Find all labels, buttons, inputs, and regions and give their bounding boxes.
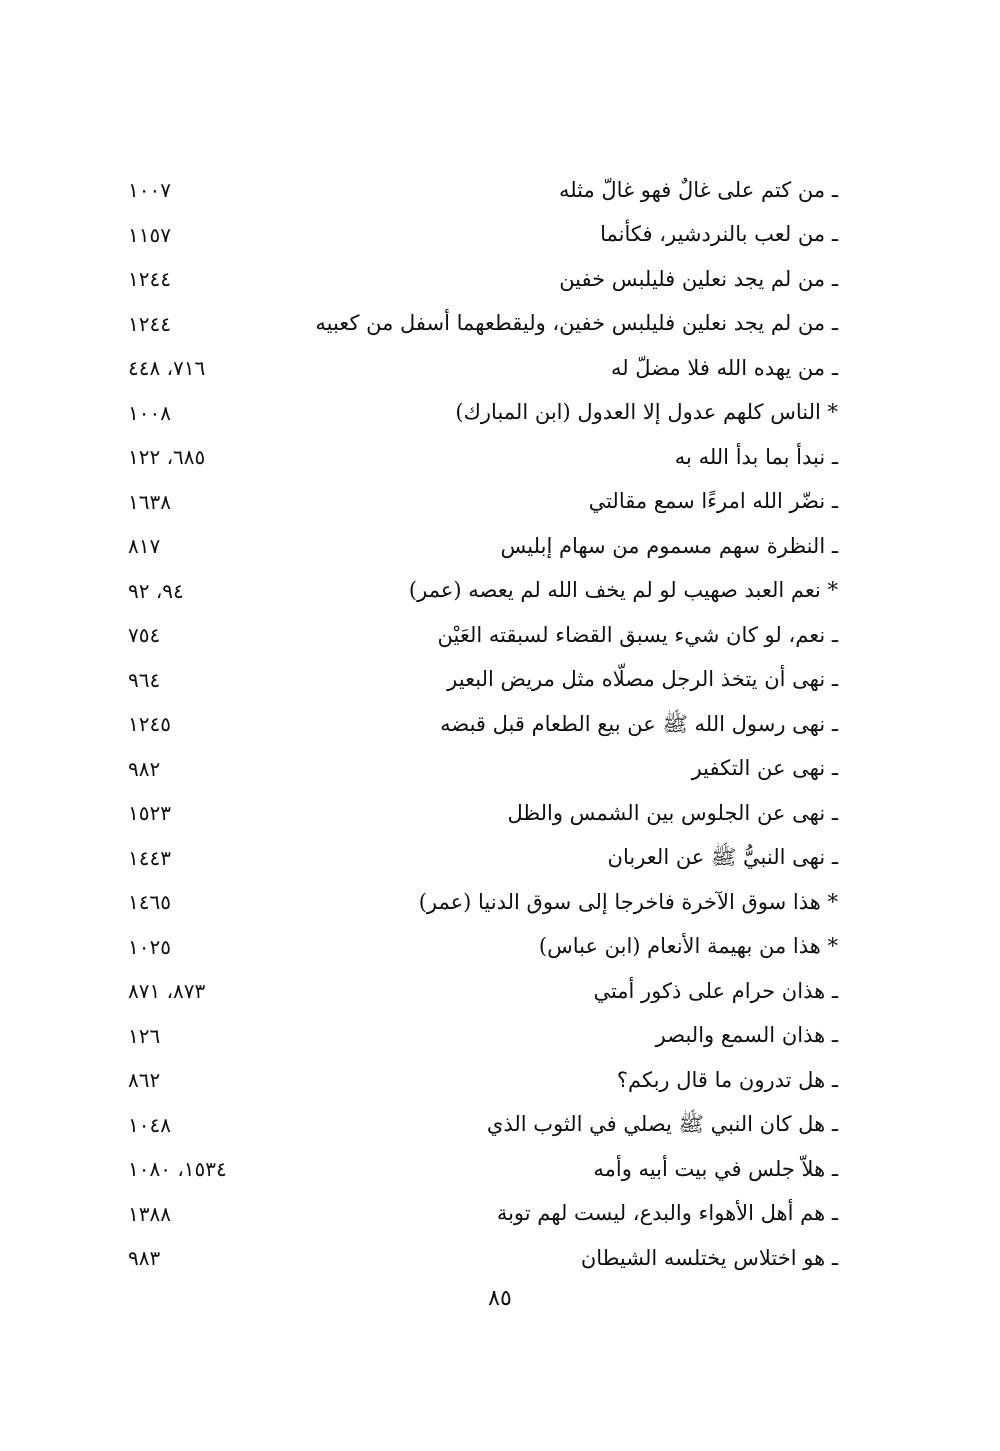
index-row xyxy=(110,880,838,925)
entry-page-ref: ١٠٠٨ xyxy=(128,400,171,425)
entry-page-ref: ١٢٤٤ xyxy=(128,267,171,292)
entry-text: ـ من لم يجد نعلين فليلبس خفين، وليقطعهما أسفل من كعبيه xyxy=(315,311,838,336)
entry-page-ref: ٦٨٥، ١٢٢ xyxy=(128,445,206,470)
entry-page-ref: ١٦٣٨ xyxy=(128,489,171,514)
entry-page-ref: ١٣٨٨ xyxy=(128,1201,171,1226)
index-row xyxy=(110,346,838,391)
index-row xyxy=(110,969,838,1014)
entry-text: * نعم العبد صهيب لو لم يخف الله لم يعصه (عمر) xyxy=(408,578,838,603)
entry-page-ref: ٨١٧ xyxy=(128,534,161,559)
entry-text: ـ من يهده الله فلا مضلّ له xyxy=(610,355,838,380)
entry-text: ـ نبدأ بما بدأ الله به xyxy=(674,444,838,469)
entry-text: * هذا من بهيمة الأنعام (ابن عباس) xyxy=(538,934,838,959)
index-row xyxy=(110,1147,838,1192)
entry-text: ـ هذان السمع والبصر xyxy=(655,1023,838,1048)
entry-page-ref: ٩٤، ٩٢ xyxy=(128,578,184,603)
index-row xyxy=(110,702,838,747)
entry-page-ref: ١١٥٧ xyxy=(128,222,171,247)
entry-page-ref: ٨٧٣، ٨٧١ xyxy=(128,979,206,1004)
index-row xyxy=(110,1103,838,1148)
entry-page-ref: ٨٦٢ xyxy=(128,1068,161,1093)
entry-page-ref: ٩٨٣ xyxy=(128,1246,161,1271)
entry-text: ـ النظرة سهم مسموم من سهام إبليس xyxy=(500,533,838,558)
entry-page-ref: ١٠٤٨ xyxy=(128,1112,171,1137)
index-row xyxy=(110,302,838,347)
entry-text: * الناس كلهم عدول إلا العدول (ابن المبارك) xyxy=(455,400,838,425)
entry-text: ـ نضّر الله امرءًا سمع مقالتي xyxy=(588,489,838,514)
entry-text: * هذا سوق الآخرة فاخرجا إلى سوق الدنيا (عمر) xyxy=(418,889,838,914)
index-row xyxy=(110,1058,838,1103)
index-row xyxy=(110,747,838,792)
entry-text: ـ نهى أن يتخذ الرجل مصلّاه مثل مريض البعير xyxy=(447,667,838,692)
index-row xyxy=(110,925,838,970)
entry-page-ref: ١٠٢٥ xyxy=(128,934,171,959)
entry-text: ـ نعم، لو كان شيء يسبق القضاء لسبقته العَيْن xyxy=(437,622,838,647)
index-row xyxy=(110,1014,838,1059)
entry-page-ref: ٧١٦، ٤٤٨ xyxy=(128,356,206,381)
entry-text: ـ نهى عن التكفير xyxy=(691,756,838,781)
entry-page-ref: ١٤٤٣ xyxy=(128,845,171,870)
entry-page-ref: ١٥٣٤، ١٠٨٠ xyxy=(128,1157,227,1182)
entry-text: ـ هذان حرام على ذكور أمتي xyxy=(593,978,838,1003)
entry-page-ref: ١٠٠٧ xyxy=(128,178,171,203)
index-row xyxy=(110,1236,838,1281)
index-row xyxy=(110,1192,838,1237)
entry-text: ـ نهى النبيُّ ﷺ عن العربان xyxy=(607,845,838,870)
entry-text: ـ من لعب بالنردشير، فكأنما xyxy=(600,222,838,247)
entry-page-ref: ٧٥٤ xyxy=(128,623,161,648)
index-row xyxy=(110,613,838,658)
index-row xyxy=(110,391,838,436)
entry-page-ref: ١٥٢٣ xyxy=(128,801,171,826)
entry-text: ـ هلاّ جلس في بيت أبيه وأمه xyxy=(593,1156,838,1181)
entry-text: ـ هو اختلاس يختلسه الشيطان xyxy=(580,1245,838,1270)
page-number: ٨٥ xyxy=(488,1286,512,1311)
index-row xyxy=(110,257,838,302)
entry-page-ref: ١٢٦ xyxy=(128,1023,161,1048)
index-row xyxy=(110,836,838,881)
entry-text: ـ نهى عن الجلوس بين الشمس والظل xyxy=(507,800,838,825)
index-row xyxy=(110,569,838,614)
entry-page-ref: ٩٦٤ xyxy=(128,667,161,692)
entry-text: ـ هل تدرون ما قال ربكم؟ xyxy=(616,1067,838,1092)
entry-text: ـ هم أهل الأهواء والبدع، ليست لهم توبة xyxy=(496,1201,838,1226)
entry-page-ref: ١٢٤٥ xyxy=(128,712,171,737)
entry-text: ـ من لم يجد نعلين فليلبس خفين xyxy=(559,266,838,291)
entry-page-ref: ١٢٤٤ xyxy=(128,311,171,336)
index-row xyxy=(110,524,838,569)
index-row xyxy=(110,658,838,703)
index-row xyxy=(110,791,838,836)
hadith-index-list xyxy=(110,168,838,1281)
entry-page-ref: ٩٨٢ xyxy=(128,756,161,781)
entry-page-ref: ١٤٦٥ xyxy=(128,890,171,915)
entry-text: ـ نهى رسول الله ﷺ عن بيع الطعام قبل قبضه xyxy=(440,711,838,736)
index-row xyxy=(110,168,838,213)
index-row xyxy=(110,213,838,258)
entry-text: ـ من كتم على غالٌ فهو غالّ مثله xyxy=(558,177,838,202)
entry-text: ـ هل كان النبي ﷺ يصلي في الثوب الذي xyxy=(486,1112,838,1137)
index-row xyxy=(110,435,838,480)
index-row xyxy=(110,480,838,525)
